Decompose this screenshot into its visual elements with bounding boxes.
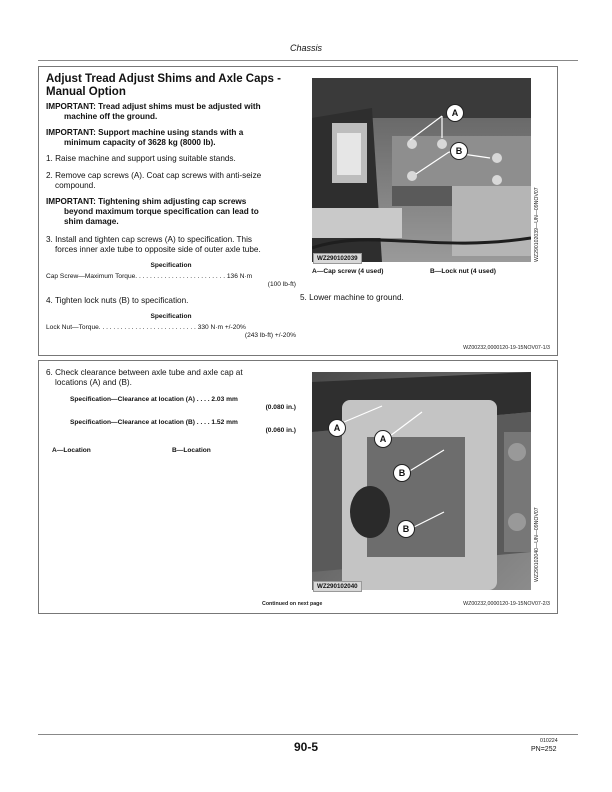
section-title-line1: Adjust Tread Adjust Shims and Axle Caps - [46, 73, 281, 85]
pn-number: PN=252 [531, 746, 557, 753]
section-title-line2: Manual Option [46, 86, 126, 98]
spec-2-heading: Specification [150, 313, 192, 320]
legend-a: A—Location [52, 447, 91, 454]
figure-1-side-id: WZ290102039—UN—09NOV07 [534, 187, 540, 262]
important-note-1 [46, 102, 308, 122]
header-rule [38, 60, 578, 61]
figure-2-callout-b-upper: B [393, 464, 411, 482]
step-5: 5. Lower machine to ground. [300, 293, 404, 302]
step-3-line2: forces inner axle tube to opposite side of outer axle tube. [55, 245, 261, 255]
figure-2-photo [312, 372, 531, 590]
page-number: 90-5 [293, 740, 319, 754]
spec-2-line1: Lock Nut—Torque. . . . . . . . . . . . . . . . . . . . . . . . . . . 330 N·m +/-20% [46, 324, 246, 331]
caption-b: B—Lock nut (4 used) [430, 268, 496, 275]
important-3-line1: IMPORTANT: Tightening shim adjusting cap screws [46, 197, 247, 206]
figure-1-callout-a: A [446, 104, 464, 122]
section-1-footer-id: WZ00232,0000120-19-15NOV07-1/3 [463, 345, 550, 351]
spec-2 [46, 324, 296, 340]
figure-1-label: WZ290102039 [313, 253, 362, 264]
section-2-footer-id: WZ00232,0000120-19-15NOV07-2/3 [463, 601, 550, 607]
step-6-line1: 6. Check clearance between axle tube and axle cap at [46, 368, 243, 377]
caption-a: A—Cap screw (4 used) [312, 268, 384, 275]
figure-2-side-id: WZ290102040—UN—09NOV07 [534, 507, 540, 582]
figure-1-callout-b: B [450, 142, 468, 160]
important-2-line1: IMPORTANT: Support machine using stands with a [46, 128, 244, 137]
spec-clearance-b-line1: Specification—Clearance at location (B) . . . . 1.52 mm [70, 419, 238, 426]
step-4: 4. Tighten lock nuts (B) to specification. [46, 296, 189, 305]
important-note-2 [46, 128, 308, 148]
step-3-line1: 3. Install and tighten cap screws (A) to specification. This [46, 235, 252, 244]
page-header-title: Chassis [289, 43, 322, 53]
spec-1-line2: (100 lb-ft) [267, 281, 296, 288]
figure-1-photo [312, 78, 531, 262]
step-2-line1: 2. Remove cap screws (A). Coat cap screws with anti-seize [46, 171, 262, 180]
spec-clearance-b [70, 419, 296, 435]
important-2-line2: minimum capacity of 3628 kg (8000 lb). [64, 138, 216, 148]
spec-1-heading: Specification [150, 262, 192, 269]
important-1-line1: IMPORTANT: Tread adjust shims must be adjusted with [46, 102, 261, 111]
legend-b: B—Location [172, 447, 211, 454]
important-note-3 [46, 197, 308, 228]
spec-clearance-a-line1: Specification—Clearance at location (A) . . . . 2.03 mm [70, 396, 238, 403]
section-title [46, 73, 301, 99]
spec-1-line1: Cap Screw—Maximum Torque. . . . . . . . . . . . . . . . . . . . . . . . . 136 N·m [46, 273, 253, 280]
spec-1 [46, 273, 296, 289]
step-6 [46, 368, 308, 388]
important-3-line3: shim damage. [64, 217, 119, 227]
step-2-line2: compound. [55, 181, 96, 191]
figure-2-callout-a-upper: A [328, 419, 346, 437]
step-1: 1. Raise machine and support using suitable stands. [46, 154, 236, 163]
figure-2-illustration [312, 372, 531, 590]
important-1-line2: machine off the ground. [64, 112, 158, 122]
figure-2-callout-b-lower: B [397, 520, 415, 538]
step-2 [46, 171, 308, 191]
figure-2-label: WZ290102040 [313, 581, 362, 592]
spec-2-line2: (243 lb-ft) +/-20% [244, 332, 296, 339]
spec-clearance-a [70, 396, 296, 412]
spec-clearance-b-line2: (0.060 in.) [265, 427, 296, 434]
figure-1-illustration [312, 78, 531, 262]
continued-note: Continued on next page [262, 601, 323, 607]
footer-rule [38, 734, 578, 735]
spec-clearance-a-line2: (0.080 in.) [265, 404, 296, 411]
step-6-line2: locations (A) and (B). [55, 378, 132, 388]
important-3-line2: beyond maximum torque specification can lead to [64, 207, 259, 217]
figure-2-callout-a-lower: A [374, 430, 392, 448]
date-code: 010224 [540, 738, 558, 744]
step-3 [46, 235, 308, 255]
